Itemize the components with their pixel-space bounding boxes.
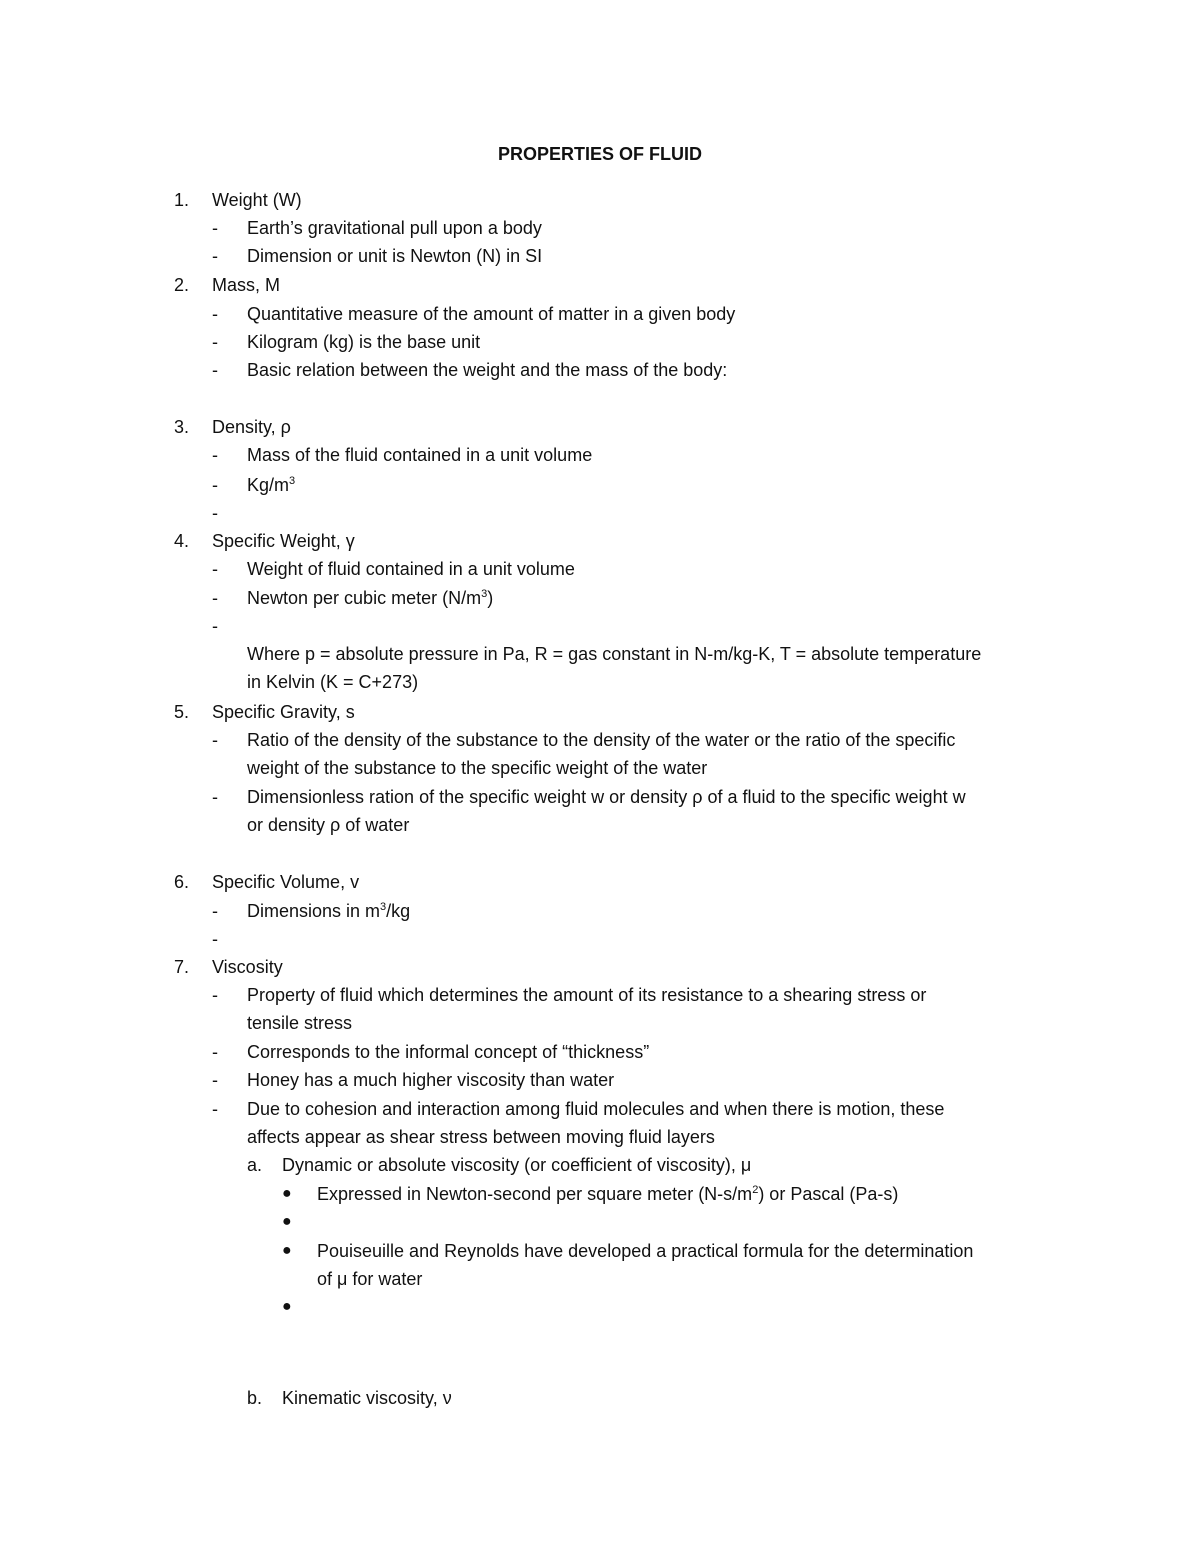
list-item-text: or density ρ of water: [247, 815, 410, 835]
superscript: 3: [289, 475, 296, 487]
list-item-text: [247, 474, 295, 496]
dash-marker: -: [212, 588, 218, 608]
superscript: 3: [481, 588, 488, 600]
list-item-text: Dimension or unit is Newton (N) in SI: [247, 246, 543, 266]
sub-list-text: Kinematic viscosity, ν: [282, 1388, 452, 1408]
list-number: 4.: [174, 531, 190, 551]
section-heading: Specific Volume, v: [212, 872, 360, 892]
unit-text-end: ): [487, 588, 494, 608]
bullet-marker: ●: [282, 1298, 292, 1315]
list-item-text: Earth’s gravitational pull upon a body: [247, 218, 542, 238]
list-item-text: [247, 587, 493, 609]
section-heading: Specific Weight, γ: [212, 531, 355, 551]
dash-marker: -: [212, 985, 218, 1005]
list-item-text: Basic relation between the weight and the mass of the body:: [247, 360, 728, 380]
dash-marker: -: [212, 218, 218, 238]
dash-marker: -: [212, 475, 218, 495]
list-item-text: Quantitative measure of the amount of matter in a given body: [247, 304, 736, 324]
sub-list-letter: b.: [247, 1388, 263, 1408]
superscript: 2: [752, 1184, 759, 1196]
section-heading: Mass, M: [212, 275, 281, 295]
list-item-text: Kilogram (kg) is the base unit: [247, 332, 481, 352]
dash-marker: -: [212, 1070, 218, 1090]
list-number: 6.: [174, 872, 190, 892]
list-item-text: Property of fluid which determines the amount of its resistance to a shearing stress or: [247, 985, 927, 1005]
bullet-text: of μ for water: [317, 1269, 423, 1289]
list-item-text: weight of the substance to the specific weight of the water: [247, 758, 708, 778]
dash-marker: -: [212, 304, 218, 324]
list-item-text: Mass of the fluid contained in a unit volume: [247, 445, 593, 465]
section-heading: Weight (W): [212, 190, 302, 210]
list-item-text: Ratio of the density of the substance to the density of the water or the ratio of the specific: [247, 730, 956, 750]
where-note-line: Where p = absolute pressure in Pa, R = gas constant in N-m/kg-K, T = absolute temperature: [247, 644, 982, 664]
list-number: 2.: [174, 275, 190, 295]
list-number: 5.: [174, 702, 190, 722]
dash-marker: -: [212, 360, 218, 380]
dash-marker: -: [212, 246, 218, 266]
dash-marker: -: [212, 332, 218, 352]
bullet-text-end: ) or Pascal (Pa-s): [758, 1184, 899, 1204]
dash-marker: -: [212, 787, 218, 807]
dash-marker: -: [212, 901, 218, 921]
list-item-text: Honey has a much higher viscosity than water: [247, 1070, 615, 1090]
dash-marker: -: [212, 616, 218, 636]
section-heading: Specific Gravity, s: [212, 702, 355, 722]
unit-text-end: /kg: [386, 901, 411, 921]
dash-marker: -: [212, 1099, 218, 1119]
bullet-marker: ●: [282, 1213, 292, 1230]
dash-marker: -: [212, 445, 218, 465]
section-heading: Density, ρ: [212, 417, 291, 437]
dash-marker: -: [212, 730, 218, 750]
list-item-text: tensile stress: [247, 1013, 353, 1033]
bullet-text-main: Expressed in Newton-second per square meter (N-s/m: [317, 1184, 753, 1204]
superscript: 3: [380, 901, 387, 913]
unit-text: Dimensions in m: [247, 901, 381, 921]
where-note-line: in Kelvin (K = C+273): [247, 672, 419, 692]
dash-marker: -: [212, 929, 218, 949]
sub-list-letter: a.: [247, 1155, 263, 1175]
list-item-text: Weight of fluid contained in a unit volume: [247, 559, 575, 579]
dash-marker: -: [212, 559, 218, 579]
list-number: 1.: [174, 190, 190, 210]
section-heading: Viscosity: [212, 957, 283, 977]
unit-text: Newton per cubic meter (N/m: [247, 588, 482, 608]
list-item-text: Due to cohesion and interaction among fluid molecules and when there is motion, these: [247, 1099, 945, 1119]
list-item-text: Corresponds to the informal concept of “thickness”: [247, 1042, 650, 1062]
dash-marker: -: [212, 503, 218, 523]
unit-text: Kg/m: [247, 475, 290, 495]
list-item-text: Dimensionless ration of the specific weight w or density ρ of a fluid to the specific weight w: [247, 787, 966, 807]
dash-marker: -: [212, 1042, 218, 1062]
bullet-marker: ●: [282, 1242, 292, 1259]
list-number: 3.: [174, 417, 190, 437]
list-item-text: [247, 900, 410, 922]
page-title: PROPERTIES OF FLUID: [497, 144, 702, 164]
list-item-text: affects appear as shear stress between moving fluid layers: [247, 1127, 715, 1147]
bullet-text: Pouiseuille and Reynolds have developed a practical formula for the determination: [317, 1241, 974, 1261]
bullet-text: [317, 1183, 898, 1205]
sub-list-text: Dynamic or absolute viscosity (or coefficient of viscosity), μ: [282, 1155, 752, 1175]
bullet-marker: ●: [282, 1185, 292, 1202]
list-number: 7.: [174, 957, 190, 977]
